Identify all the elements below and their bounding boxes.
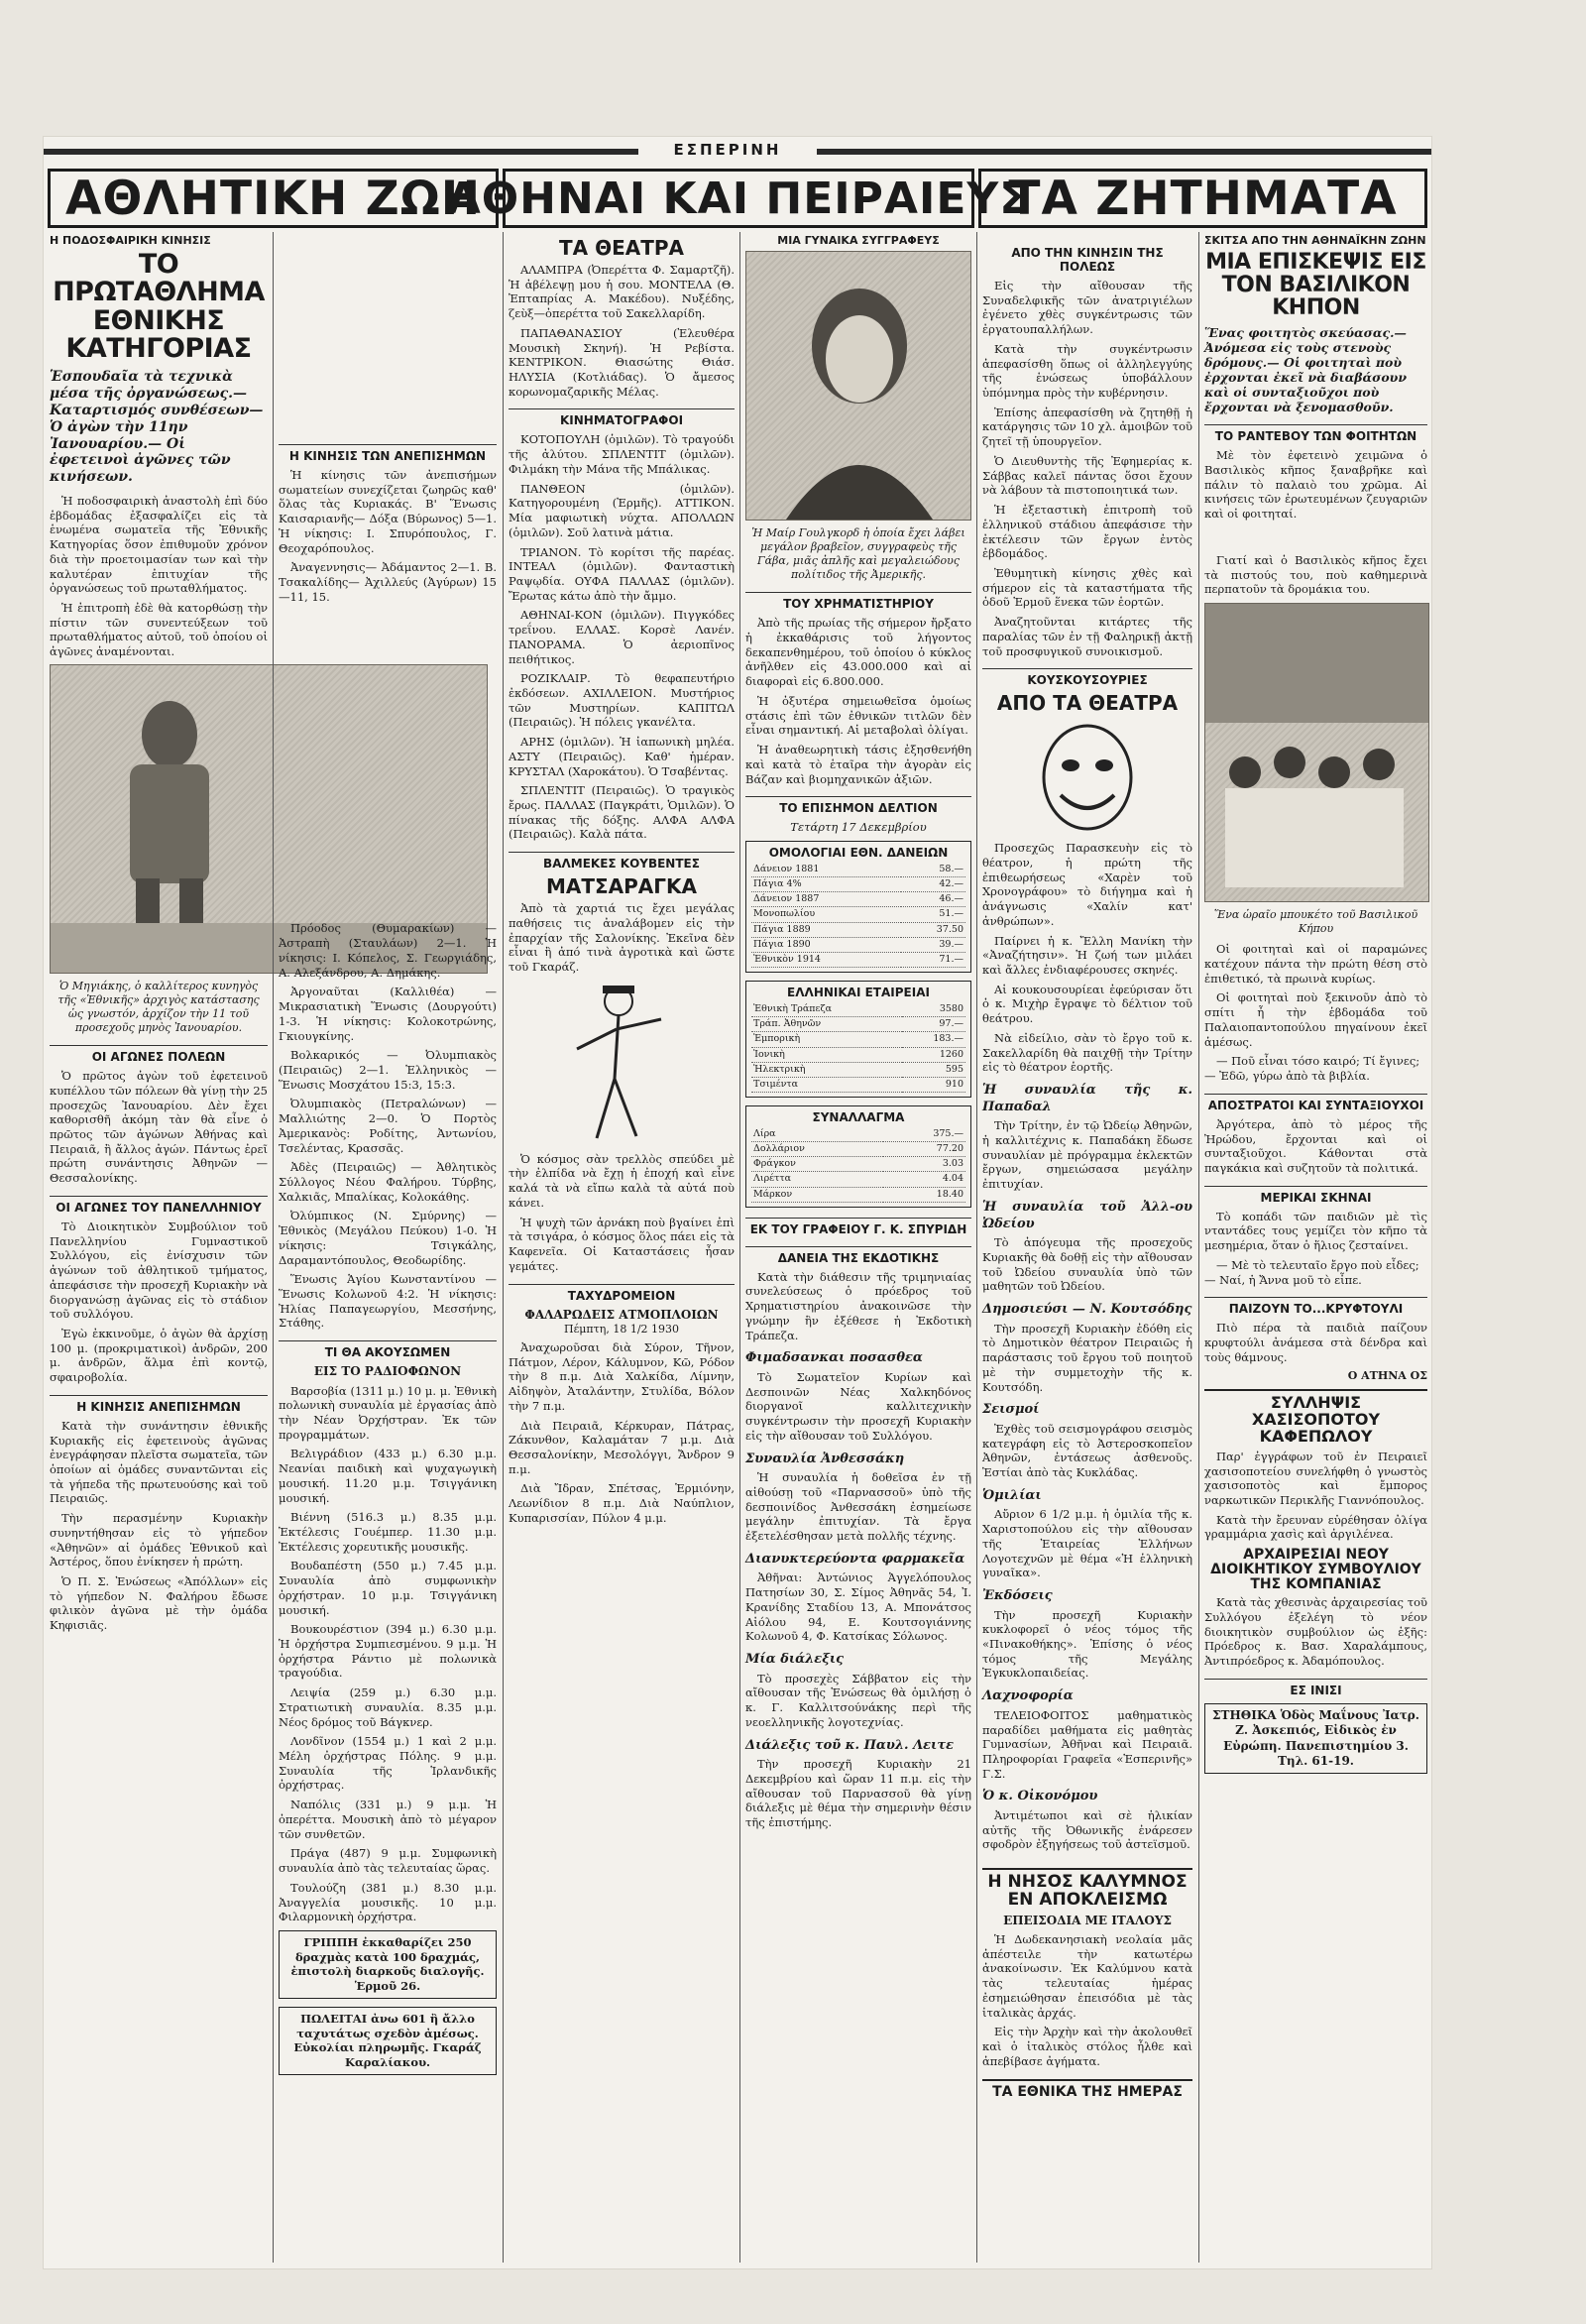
stock-name: Τράπ. Ἀθηνῶν bbox=[751, 1017, 902, 1032]
stock-value: 37.50 bbox=[901, 922, 965, 937]
col6-sec3-text: Τὸ κοπάδι τῶν παιδιῶν μὲ τὶς νταντάδες τους γεμίζει τὸν κῆπο τὰ μεσημέρια, ὅταν ὁ ἥλιος ζεσταίνει. bbox=[1204, 1209, 1427, 1253]
col2-sec2-text2: Βελιγράδιον (433 μ.) 6.30 μ.μ. Νεανίαι παιδικὴ καὶ ψυχαγωγικὴ μουσική. 11.20 μ.μ. Τσιγγάνικη μουσική. bbox=[279, 1447, 497, 1505]
col1-subhead: Ἑσπουδαῖα τὰ τεχνικὰ μέσα τῆς ὀργανώσεως.— Καταρτισμός συνθέσεων— Ὁ ἀγὼν τὴν 11ην Ἰανουαρίου.— Οἱ ἐφετεινοὶ ἀγῶνες τῶν κινήσεων. bbox=[50, 369, 264, 486]
col4-photo-caption: Ἡ Μαίρ Γουλγκορδ ἡ ὁποία ἔχει λάβει μεγάλον βραβεῖον, συγγραφεὺς τῆς Γάβα, μιᾶς ἀπλῆς καὶ μεγαλειώδους πολίτιδος τῆς Ἀμερικῆς. bbox=[751, 526, 965, 582]
col3-sec1-text: ΑΛΑΜΠΡΑ (Ὀπερέττα Φ. Σαμαρτζῆ). Ἡ ἀβέλεψῃ μου ἡ σου. ΜΟΝΤΕΛΑ (Θ. Ἐπταπρίας Α. Μακέδου). Νυξέδης, ζεὺξ—ὀπερέττα τοῦ Σακελλαρίδη. bbox=[509, 263, 735, 321]
col2-sec1-text6: Ὀλυμπιακὸς (Πετραλώνων) — Μαλλιώτης 2—0. Ὁ Πορτὸς Ἀμερικανὸς: Ροδίτης, Ἀντωνίου, Τσελέντας, Κρασσᾶς. bbox=[279, 1097, 497, 1155]
col6-sec5-sub: ΕΠΕΙΣΟΔΙΑ ΜΕ ΙΤΑΛΟΥΣ bbox=[1003, 1913, 1172, 1927]
col3-sec2-text5: ΡΟΖΙΚΛΑΙΡ. Τὸ θεφαπευτήριο ἐκδόσεων. ΑΧΙΛΛΕΙΟΝ. Μυστήριος τῶν Μυστηρίων. ΚΑΠΙΤΩΛ (Πειραιῶς). Ἡ πόλεις γκανέλτα. bbox=[509, 671, 735, 730]
col5-sec1-text5: Ἡ ἐξεταστικὴ ἐπιτροπὴ τοῦ ἑλληνικοῦ στάδιου ἀπεφάσισε τὴν ἐκτέλεσιν τῶν ἔργων ἐντὸς ἐβδομάδος. bbox=[982, 503, 1192, 561]
stock-value: 183.— bbox=[902, 1032, 965, 1047]
col5-sec2-text: Προσεχῶς Παρασκευὴν εἰς τὸ θέατρον, ἡ πρώτη τῆς ἐπιθεωρήσεως «Χαρὲν τοῦ Χρονογράφου» τὸ διήγημα καὶ ἡ ἀνάγνωσις «Χαλίν κατ' ἀνθρώπων». bbox=[982, 841, 1192, 928]
col3-sec2-text2: ΠΑΝΘΕΟΝ (ὁμιλῶν). Κατηγορουμένη (Ἑρμῆς). ΑΤΤΙΚΟΝ. Μία μαφιωτικὴ νύχτα. ΑΠΟΛΛΩΝ (ὁμιλῶν). Σοῦ λατινὰ μάτια. bbox=[509, 481, 735, 539]
col1-sec2-title: ΟΙ ΑΓΩΝΕΣ ΤΟΥ ΠΑΝΕΛΛΗΝΙΟΥ bbox=[50, 1196, 268, 1215]
col4-sec4-text: Κατὰ τὴν διάθεσιν τῆς τριμηνιαίας συνελεύσεως ὁ πρόεδρος τοῦ Χρηματιστηρίου ἀνακοινῶσε τὴν γνώμην ἣν ἐξέθεσε ἡ Ἐκδοτικὴ Τράπεζα. bbox=[745, 1269, 971, 1342]
stock-row bbox=[751, 863, 965, 877]
col2-ad2 bbox=[279, 2007, 497, 2075]
col4-sec6-title: Συναυλία Ἀνθεσσάκη bbox=[745, 1451, 905, 1466]
col1-sec3-text3: Ὁ Π. Σ. Ἐνώσεως «Ἀπόλλων» εἰς τὸ γήπεδον Ν. Φαλήρου ἔδωσε φιλικὸν ἀγῶνα μὲ τὴν ὁμάδα Κηφισιᾶς. bbox=[50, 1574, 268, 1633]
col6-headline: ΜΙΑ ΕΠΙΣΚΕΨΙΣ ΕΙΣ ΤΟΝ ΒΑΣΙΛΙΚΟΝ ΚΗΠΟΝ bbox=[1205, 250, 1426, 321]
stock-table-companies-rows bbox=[751, 1002, 965, 1093]
theatre-mask-cartoon-icon bbox=[1033, 718, 1142, 837]
col3-sec2-title: ΚΙΝΗΜΑΤΟΓΡΑΦΟΙ bbox=[509, 408, 735, 427]
col3-sec4-title: ΤΑΧΥΔΡΟΜΕΙΟΝ bbox=[509, 1284, 735, 1303]
stock-table-companies bbox=[745, 981, 971, 1098]
col1-sec2-text: Τὸ Διοικητικὸν Συμβούλιον τοῦ Πανελληνίου Γυμναστικοῦ Συλλόγου, εἰς ἐνίσχυσιν τῶν ἀγώνων τοῦ ἀθλητικοῦ τμήματος, ἀπεφάσισε τὴν προσεχῆ Κυριακὴν νὰ διοργανώσῃ ἀγῶνας εἰς τὸ στάδιον τοῦ συλλόγου. bbox=[50, 1219, 268, 1322]
col4-sec9-text: Τὴν προσεχῆ Κυριακὴν 21 Δεκεμβρίου καὶ ὥραν 11 π.μ. εἰς τὴν αἴθουσαν τοῦ Παρνασσοῦ θὰ γίνῃ διάλεξις μὲ θέμα τὴν σημερινὴν θέσιν τῆς ἐπιστήμης. bbox=[745, 1757, 971, 1829]
col2-sec2-text5: Βουκουρέστιον (394 μ.) 6.30 μ.μ. Ἡ ὀρχήστρα Συμπιεσμένου. 9 μ.μ. Ἡ ὀρχήστρα Ράντιο μὲ πολωνικὰ τραγούδια. bbox=[279, 1622, 497, 1681]
col5-sec5-text: Τὴν προσεχῆ Κυριακὴν ἐδόθη εἰς τὸ Δημοτικὸν θέατρον Πειραιῶς ἡ παράστασις τοῦ ἔργου τοῦ ποιητοῦ μὲ τὴν συμμετοχὴν τῆς κ. Κουτσόδη. bbox=[982, 1321, 1192, 1394]
stock-table-exchange-rows bbox=[751, 1127, 965, 1203]
stock-value: 97.— bbox=[902, 1017, 965, 1032]
col3-sec2-text4: ΑΘΗΝΑΙ-ΚΟΝ (ὁμιλῶν). Πιγγκόδες τρεΐνου. ΕΛΛΑΣ. Κορσὲ Λανέν. ΠΑΝΟΡΑΜΑ. Ὁ ἀεριοπῖνος πειθήτικος. bbox=[509, 608, 735, 666]
col2-sec2-text4: Βουδαπέστη (550 μ.) 7.45 μ.μ. Συναυλία ἀπὸ συμφωνικὴν ὀρχήστραν. 10 μ.μ. Τσιγγάνικη μουσική. bbox=[279, 1559, 497, 1617]
col6-subhead: Ἕνας φοιτητὸς σκεύασας.— Ἀνόμεσα εἰς τοὺς στενοὺς δρόμους.— Οἱ φοιτηταὶ ποὺ ἐρχονται ἐκεῖ νὰ διαβάσουν καὶ οἱ συνταξιοῦχοι ποὺ ἔρχονται νὰ ξενομασθοῦν. bbox=[1204, 325, 1408, 415]
stock-name: Ἡλεκτρικὴ bbox=[751, 1062, 902, 1077]
col2-sec2-text8: Ναπόλις (331 μ.) 9 μ.μ. Ἡ ὀπερέττα. Μουσικὴ ἀπὸ τὸ μέγαρον τῶν συνθετῶν. bbox=[279, 1798, 497, 1841]
col2-sec1-text4: Ἀργοναῦται (Καλλιθέα) — Μικρασιατικὴ Ἕνωσις (Δουργούτι) 1-3. Ἡ νίκησις: Κολοκοτρώνης, Γκιουγκίνης. bbox=[279, 985, 497, 1043]
column-rule bbox=[503, 232, 504, 2263]
stock-name: Ἰονικὴ bbox=[751, 1047, 902, 1062]
col5-sec2-title: ΚΟΥΣΚΟΥΣΟΥΡΙΕΣ bbox=[982, 668, 1192, 687]
col5-sec7-title: Ὁμιλίαι bbox=[982, 1487, 1042, 1503]
col6-sec1-text5: — Ποῦ εἶναι τόσο καιρό; Τί ἔγινες; — Ἐδῶ, γύρω ἀπὸ τὰ βιβλία. bbox=[1204, 1054, 1420, 1084]
col3-sec4-date: Πέμπτη, 18 1/2 1930 bbox=[563, 1322, 680, 1336]
col3-sec1-title: ΤΑ ΘΕΑΤΡΑ bbox=[558, 236, 684, 260]
col6-sec7-title: ΑΡΧΑΙΡΕΣΙΑΙ ΝΕΟΥ ΔΙΟΙΚΗΤΙΚΟΥ ΣΥΜΒΟΥΛΙΟΥ ΤΗΣ ΚΟΜΠΑΝΙΑΣ bbox=[1210, 1547, 1421, 1592]
stock-name: Λιρέττα bbox=[751, 1172, 883, 1187]
col2-ad2-text: ΠΩΛΕΙΤΑΙ ἀνω 601 ἢ ἄλλο ταχυτάτως σχεδὸν ἀμέσως. Εὐκολίαι πληρωμῆς. Γκαράζ Καραλίακου. bbox=[293, 2011, 482, 2069]
col5-sec1-text2: Κατὰ τὴν συγκέντρωσιν ἀπεφασίσθη ὅπως οἱ ἀλληλεγγύης τῆς ἑνώσεως ὑποβάλλουν ὑπόμνημα πρὸς τὴν κυβέρνησιν. bbox=[982, 341, 1192, 401]
stock-name: Πάγια 1889 bbox=[751, 922, 901, 937]
col4-kicker: ΜΙΑ ΓΥΝΑΙΚΑ ΣΥΓΓΡΑΦΕΥΣ bbox=[777, 234, 940, 247]
column-6 bbox=[1204, 553, 1427, 2263]
stock-value: 3.03 bbox=[883, 1157, 965, 1172]
col4-sec3-title: ΕΚ ΤΟΥ ΓΡΑΦΕΙΟΥ Γ. Κ. ΣΠΥΡΙΔΗ bbox=[745, 1218, 971, 1236]
children-group-photo-icon bbox=[1205, 604, 1428, 901]
col6-sec6-text2: Κατὰ τὴν ἔρευναν εὑρέθησαν ὀλίγα γραμμάρια χασὶς καὶ ἀργιλένεα. bbox=[1204, 1512, 1427, 1542]
stock-row bbox=[751, 1032, 965, 1047]
col4-sec1-text3: Ἡ ἀναθεωρητικὴ τάσις ἐξησθενήθη καὶ κατὰ τὸ ἑταῖρα τὴν ἀγορὰν εἰς Βάζαν καὶ βιομηχανικῶν ἀξιῶν. bbox=[745, 743, 971, 786]
col6-sec1-text2: Γιατί καὶ ὁ Βασιλικὸς κῆπος ἔχει τὰ πιστούς του, ποὺ καθημερινὰ περπατοῦν τὰ δρομάκια του. bbox=[1204, 553, 1427, 597]
banner-sports: ΑΘΛΗΤΙΚΗ ΖΩΗ bbox=[48, 169, 499, 228]
newspaper-page bbox=[44, 137, 1431, 2268]
stock-value: 595 bbox=[902, 1062, 965, 1077]
stock-table-companies-title: ΕΛΛΗΝΙΚΑΙ ΕΤΑΙΡΕΙΑΙ bbox=[787, 986, 930, 1000]
col5-sec9-title: Λαχνοφορία bbox=[982, 1688, 1074, 1704]
column-rule bbox=[1198, 232, 1199, 2263]
col5-sec3-text: Τὴν Τρίτην, ἐν τῷ Ὠδείῳ Ἀθηνῶν, ἡ καλλιτέχνις κ. Παπαδάκη ἔδωσε συναυλίαν μὲ πρόγραμμα ἐκλεκτῶν ἔργων, σημειώσασα μεγάλην ἐπιτυχίαν. bbox=[982, 1118, 1192, 1192]
stock-row bbox=[751, 1187, 965, 1202]
col6-sec3-text2: — Μὲ τὸ τελευταῖο ἔργο ποὺ εἶδες; — Ναί, ἡ Ἄννα μοῦ τὸ εἶπε. bbox=[1204, 1257, 1419, 1287]
col4-sec4-title: ΔΑΝΕΙΑ ΤΗΣ ΕΚΔΟΤΙΚΗΣ bbox=[745, 1246, 971, 1265]
col2-sec2-text9: Πράγα (487) 9 μ.μ. Συμφωνικὴ συναυλία ἀπὸ τὰς τελευταίας ὥρας. bbox=[279, 1846, 497, 1876]
col4-sec5-text: Τὸ Σωματεῖον Κυρίων καὶ Δεσποινῶν Νέας Χαλκηδόνος διοργανοῖ καλλιτεχνικὴν συγκέντρωσιν τὴν προσεχῆ Κυριακὴν εἰς τὴν αἴθουσαν τοῦ Συλλόγου. bbox=[745, 1369, 971, 1443]
col6-sec2-title: ΑΠΟΣΤΡΑΤΟΙ ΚΑΙ ΣΥΝΤΑΞΙΟΥΧΟΙ bbox=[1204, 1094, 1427, 1112]
col5-sec7-text: Αὔριον 6 1/2 μ.μ. ἡ ὁμιλία τῆς κ. Χαριστοπούλου εἰς τὴν αἴθουσαν τῆς Ἐταιρείας Ἑλλήνων Λογοτεχνῶν μὲ θέμα «Ἡ ἑλληνικὴ γυναῖκα». bbox=[982, 1507, 1192, 1580]
island-story-block bbox=[982, 1862, 1192, 2263]
col1-lead2: Ἡ ἐπιτροπὴ ἐδὲ θὰ κατορθώσῃ τὴν πίστιν τῶν συνεντεύξεων τοῦ πρωταθλήματος αὐτοῦ, τοῦ ὁποίου οἱ ἀγῶνες ἀναμένονται. bbox=[50, 600, 268, 659]
col6-sec7-text: Κατὰ τὰς χθεσινὰς ἀρχαιρεσίας τοῦ Συλλόγου ἐξελέγη τὸ νέον διοικητικὸν συμβούλιον ὡς ἑξῆς: Πρόεδρος κ. Βασ. Χαραλάμπους, Ἀντιπρόεδρος κ. Ἀδαμόπουλος. bbox=[1204, 1595, 1427, 1669]
stock-table-bonds bbox=[745, 841, 971, 973]
column-rule bbox=[273, 232, 274, 2263]
col4-sec8-title: Μία διάλεξις bbox=[745, 1652, 845, 1667]
banner-city: ΑΘΗΝΑΙ ΚΑΙ ΠΕΙΡΑΙΕΥΣ bbox=[503, 169, 974, 228]
col6-sec9-title: ΕΣ ΙΝΙΣΙ bbox=[1204, 1679, 1427, 1697]
col6-sec5-text: Ἡ Δωδεκανησιακὴ νεολαία μᾶς ἀπέστειλε τὴν κατωτέρω ἀνακοίνωσιν. Ἐκ Καλύμνου κατὰ τὰς τελευταίας ἡμέρας ἐσημειώθησαν ἐπεισόδια μὲ τὰς ἰταλικὰς ἀρχάς. bbox=[982, 1932, 1192, 2020]
col6-signature: Ο ΑΤΗΝΑ ΟΣ bbox=[1347, 1369, 1427, 1383]
col5-sec1-title: ΑΠΟ ΤΗΝ ΚΙΝΗΣΙΝ ΤΗΣ ΠΟΛΕΩΣ bbox=[1011, 246, 1164, 274]
col5-sec2-text3: Αἱ κουκουσουρίεαι ἐφεύρισαν ὅτι ὁ κ. Μιχὴρ ἔγραψε τὸ δέλτιον τοῦ θεάτρου. bbox=[982, 982, 1192, 1026]
col6-ad bbox=[1204, 1703, 1427, 1774]
stock-name: Δάνειον 1881 bbox=[751, 863, 901, 877]
col6-sec1-text3: Οἱ φοιτηταὶ καὶ οἱ παραμώνες κατέχουν πάντα τὴν πρώτη θέση στὸ ἐπιθετικό, τὰ πρωινὰ κυρίως. bbox=[1204, 942, 1427, 986]
col1-headline: ΤΟ ΠΡΩΤΑΘΛΗΜΑ ΕΘΝΙΚΗΣ ΚΑΤΗΓΟΡΙΑΣ bbox=[53, 249, 265, 365]
col5-sec2-headline: ΑΠΟ ΤΑ ΘΕΑΤΡΑ bbox=[996, 691, 1179, 716]
column-4 bbox=[745, 232, 971, 2263]
col6-sec3-title: ΜΕΡΙΚΑΙ ΣΚΗΝΑΙ bbox=[1204, 1186, 1427, 1205]
col3-sec4-head: ΦΑΛΑΡΩΔΕΙΣ ΑΤΜΟΠΛΟΙΩΝ bbox=[524, 1307, 719, 1322]
stock-row bbox=[751, 1062, 965, 1077]
col4-sec5-title: Φιμαδσανκαι ποσασθεα bbox=[745, 1350, 923, 1366]
col5-sec8-title: Ἐκδόσεις bbox=[982, 1587, 1053, 1603]
col5-sec6-text: Ἐχθὲς τοῦ σεισμογράφου σεισμὸς κατεγράφη εἰς τὸ Ἀστεροσκοπεῖον Ἀθηνῶν, ἐντάσεως ἀσθενοῦς. Ἐστίαι ἀπὸ τὰς Κυκλάδας. bbox=[982, 1421, 1192, 1479]
masthead-name: ΕΣΠΕΡΙΝΗ bbox=[673, 141, 782, 159]
col5-sec9-text: ΤΕΛΕΙΟΦΟΙΤΟΣ μαθηματικὸς παραδίδει μαθήματα εἰς μαθητὰς Γυμνασίων, Ἀθῆναι καὶ Πειραιᾶ. Πληροφορίαι Γραφεῖα «Ἑσπερινῆς» Γ.Σ. bbox=[982, 1707, 1192, 1781]
column-1 bbox=[50, 232, 268, 2263]
col2-sec1-text2: Ἀναγεννησις— Ἀδάμαντος 2—1. Β. Τσακαλίδης— Ἀχιλλεύς (Ἀγύρων) 15—11, 15. bbox=[279, 560, 497, 604]
col1-sec1-text: Ὁ πρῶτος ἀγὼν τοῦ ἐφετεινοῦ κυπέλλου τῶν πόλεων θὰ γίνῃ τὴν 25 προσεχῶς Ἰανουαρίου. Δὲν ἔχει καθορισθῆ ἀκόμη τὰν θὰ εἶνε ὁ πρῶτος τῶν ἀγώνων Ἀθήνας καὶ Πειραιᾶ, ἢ ἄλλος ἀγών. Πάντως ἐρεῖ πρώτη συνάντησις Ἀθηνῶν — Θεσσαλονίκης. bbox=[50, 1069, 268, 1186]
stock-row bbox=[751, 1047, 965, 1062]
col4-sec1-text: Ἀπὸ τῆς πρωίας τῆς σήμερον ἤρξατο ἡ ἐκκαθάρισις τοῦ λήγοντος δεκαπενθημέρου, τοῦ ὁποίου ὁ κύκλος ἀνῆλθεν εἰς 43.000.000 καὶ αἱ διαφοραὶ εἰς 6.800.000. bbox=[745, 616, 971, 689]
col2-ad1 bbox=[279, 1930, 497, 1999]
col2-sec1-title: Η ΚΙΝΗΣΙΣ ΤΩΝ ΑΝΕΠΙΣΗΜΩΝ bbox=[279, 444, 497, 463]
stock-value: 375.— bbox=[883, 1127, 965, 1142]
stock-row bbox=[751, 1002, 965, 1017]
stock-name: Ἐθνικὸν 1914 bbox=[751, 952, 901, 967]
col3-sec4-text3: Διὰ Ἴδραν, Σπέτσας, Ἑρμιόνην, Λεωνίδιον 8 π.μ. Διὰ Ναύπλιον, Κυπαρισσίαν, Πύλον 4 μ.μ. bbox=[509, 1481, 735, 1525]
woman-writer-photo bbox=[745, 251, 971, 521]
col3-sec2-text7: ΣΠΛΕΝΤΙΤ (Πειραιῶς). Ὁ τραγικὸς ἔρως. ΠΑΛΛΑΣ (Παγκράτι, Ὁμιλῶν). Ὁ πίνακας τῆς δόξης. ΑΛΦΑ ΑΛΦΑ (Πειραιῶς). Καλὰ πάτα. bbox=[509, 783, 735, 842]
col2-sec2-text6: Λειψία (259 μ.) 6.30 μ.μ. Στρατιωτικὴ συναυλία. 8.35 μ.μ. Νέος δρόμος τοῦ Βάγκνερ. bbox=[279, 1685, 497, 1729]
col3-sec3-title: ΒΑΛΜΕΚΕΣ ΚΟΥΒΕΝΤΕΣ bbox=[509, 852, 735, 871]
stock-table-bonds-title: ΟΜΟΛΟΓΙΑΙ ΕΘΝ. ΔΑΝΕΙΩΝ bbox=[768, 845, 949, 860]
stock-name: Δάνειον 1887 bbox=[751, 892, 901, 907]
stock-value: 58.— bbox=[901, 863, 965, 877]
stock-name: Μάρκον bbox=[751, 1187, 883, 1202]
col1-kicker: Η ΠΟΔΟΣΦΑΙΡΙΚΗ ΚΙΝΗΣΙΣ bbox=[50, 234, 211, 247]
stock-name: Ἐθνικὴ Τράπεζα bbox=[751, 1002, 902, 1017]
stock-value: 4.04 bbox=[883, 1172, 965, 1187]
col6-sec2-text: Ἀργότερα, ἀπὸ τὸ μέρος τῆς Ἠρώδου, ἔρχονται καὶ οἱ συνταξιοῦχοι. Κάθονται στὰ παγκάκια καὶ συζητοῦν τὰ πολιτικά. bbox=[1204, 1116, 1427, 1175]
col4-sec7-text: Ἀθῆναι: Ἀντώνιος Ἀγγελόπουλος Πατησίων 30, Σ. Σίμος Ἀθηνᾶς 54, Ἰ. Κρανίδης Σταδίου 13, Α. Μπονάτσος Αἰόλου 94, Ε. Κουτσογιάννης Κολωνοῦ 4, Φ. Κατσίκας Σόλωνος. bbox=[745, 1570, 971, 1644]
col5-sec1-text4: Ὁ Διευθυντὴς τῆς Ἐφημερίας κ. Σάββας καλεῖ πάντας ὅσοι ἔχουν νὰ λάβουν τὰ πιστοποιητικά των. bbox=[982, 453, 1192, 498]
stock-table-bonds-rows bbox=[751, 863, 965, 968]
col4-sec2-date: Τετάρτη 17 Δεκεμβρίου bbox=[790, 820, 927, 835]
col5-sec1-text6: Ἐθυμητικὴ κίνησις χθὲς καὶ σήμερον εἰς τὰ καταστήματα τῆς ὁδοῦ Ἑρμοῦ ἕνεκα τῶν ἑορτῶν. bbox=[982, 565, 1192, 610]
col4-sec7-title: Διανυκτερεύοντα φαρμακεῖα bbox=[745, 1551, 965, 1567]
col2-ad1-text: ΓΡΙΠΠΗ ἐκκαθαρίζει 250 δραχμὰς κατὰ 100 δραχμάς, ἐπιστολὴ διαρκοῦς διαλογῆς. Ἑρμοῦ 26. bbox=[290, 1934, 485, 1994]
col1-sec2-text2: Ἐγὼ ἐκκινοῦμε, ὁ ἀγὼν θὰ ἀρχίσῃ 100 μ. (προκριματικοὶ) ἀνδρῶν, 200 μ. ἀνδρῶν, ἅλμα ἐπὶ κοντῷ, σφαιροβολία. bbox=[50, 1326, 268, 1385]
col4-sec8-text: Τὸ προσεχὲς Σάββατον εἰς τὴν αἴθουσαν τῆς Ἑνώσεως θὰ ὁμιλήσῃ ὁ κ. Γ. Καλλιτσούνάκης περὶ τῆς νεοελληνικῆς λογοτεχνίας. bbox=[745, 1671, 971, 1729]
column-rule bbox=[976, 232, 977, 2263]
col5-sec5-title: Δημοσιεύσι — Ν. Κουτσόδης bbox=[982, 1302, 1192, 1317]
stock-row bbox=[751, 1172, 965, 1187]
stock-row bbox=[751, 1017, 965, 1032]
col6-sec4-title: ΠΑΙΖΟΥΝ ΤΟ...ΚΡΥΦΤΟΥΛΙ bbox=[1204, 1297, 1427, 1316]
col6-kicker: ΣΚΙΤΣΑ ΑΠΟ ΤΗΝ ΑΘΗΝΑΪΚΗΝ ΖΩΗΝ bbox=[1204, 234, 1426, 247]
stock-value: 3580 bbox=[902, 1002, 965, 1017]
col6-photo-caption: Ἕνα ὡραῖο μπουκέτο τοῦ Βασιλικοῦ Κήπου bbox=[1213, 908, 1418, 936]
stock-value: 46.— bbox=[901, 892, 965, 907]
stock-row bbox=[751, 952, 965, 967]
portrait-icon bbox=[746, 252, 972, 520]
col2-sec1-text7: Ἀδὲς (Πειραιῶς) — Ἀθλητικὸς Σύλλογος Νέου Φαλήρου. Τύρβης, Χαλκιᾶς, Μπαλίκας, Κολοκάθης. bbox=[279, 1160, 497, 1204]
col2-sec2-text3: Βιέννη (516.3 μ.) 8.35 μ.μ. Ἐκτέλεσις Γουέμπερ. 11.30 μ.μ. Ἐκτέλεσις χορευτικῆς μουσικῆς. bbox=[279, 1510, 497, 1554]
stock-row bbox=[751, 892, 965, 907]
col6-sec4-text: Πιὸ πέρα τὰ παιδιὰ παίζουν κρυφτούλι ἀνάμεσα στὰ δένδρα καὶ τοὺς θάμνους. bbox=[1204, 1321, 1427, 1364]
col2-sec1-text5: Βολκαρικός — Ὀλυμπιακὸς (Πειραιῶς) 2—1. Ἑλληνικὸς — Ἕνωσις Μοσχάτου 15:3, 15:3. bbox=[279, 1048, 497, 1092]
col2-sec2-text: Βαρσοβία (1311 μ.) 10 μ. μ. Ἐθνικὴ πολωνικὴ συναυλία μὲ ἐργασίας ἀπὸ τὴν Νέαν Ὀρχήστραν. Ἐκ τῶν προγραμμάτων. bbox=[279, 1383, 497, 1442]
stock-value: 910 bbox=[902, 1077, 965, 1092]
col5-sec10-text: Ἀντιμέτωποι καὶ σὲ ἡλικίαν αὐτῆς τῆς Ὀθωνικῆς ἐνάρεσεν σφοδρὸν ἐξηγήσεως τοῦ ἀστεϊσμοῦ. bbox=[982, 1808, 1192, 1852]
stock-row bbox=[751, 1077, 965, 1092]
col3-sec3-text: Ἀπὸ τὰ χαρτιά τις ἔχει μεγάλας παθήσεις τις ἀναλάβομεν εἰς τὴν ἐπαρχίαν τῆς Σαλονίκης. Ἐκεῖνα δὲν εἶναι ἢ ἀπό τινὰ ἀγροτικὰ καὶ ὥστε τοῦ Γκαράζ. bbox=[509, 901, 735, 975]
col2-sec1-text: Ἡ κίνησις τῶν ἀνεπισήμων σωματείων συνεχίζεται ζωηρῶς καθ' ὅλας τὰς Κυριακάς. Β' Ἕνωσις Καισαριανῆς— Δόξα (Βύρωνος) 5—1. Ἡ νίκησις: Ι. Σπυρόπουλος, Γ. Θεοχαρόπουλος. bbox=[279, 468, 497, 555]
col2-sec1-text3: Πρόοδος (Θυμαρακίων) — Ἀστραπὴ (Σταυλάων) 2—1. Ἡ νίκησις: Ι. Κόπελος, Σ. Γεωργιάδης, Α. Αλεξάνδρου, Α. Δημάκης. bbox=[279, 921, 497, 980]
royal-garden-photo bbox=[1204, 603, 1429, 902]
col3-sec4-text2: Διὰ Πειραιᾶ, Κέρκυραν, Πάτρας, Ζάκυνθον, Καλαμάταν 7 μ.μ. Διὰ Θεσσαλονίκην, Μεσολόγγι, Ἄνδρον 9 π.μ. bbox=[509, 1418, 735, 1476]
stock-name: Δολλάριον bbox=[751, 1142, 883, 1157]
col5-sec2-text4: Νὰ εἰδείλιο, σὰν τὸ ἔργο τοῦ κ. Σακελλαρίδη θὰ παιχθῇ τὴν Τρίτην εἰς τὸ θέατρον ἑορτῆς. bbox=[982, 1030, 1192, 1075]
col2-sec2-title: ΤΙ ΘΑ ΑΚΟΥΣΩΜΕΝ bbox=[279, 1340, 497, 1359]
stock-row bbox=[751, 922, 965, 937]
col1-sec1-title: ΟΙ ΑΓΩΝΕΣ ΠΟΛΕΩΝ bbox=[50, 1045, 268, 1064]
col6-sec6-text: Παρ' ἐγγράφων τοῦ ἐν Πειραιεῖ χασισοποτείου συνελήφθη ὁ γνωστὸς χασισοποτὸς καὶ ἔμπορος ναρκωτικῶν Περικλῆς Γιαννόπουλος. bbox=[1204, 1449, 1427, 1508]
column-rule bbox=[739, 232, 740, 2263]
col1-photo-caption: Ὁ Μηγιάκης, ὁ καλλίτερος κυνηγὸς τῆς «Ἑθνικῆς» ἀρχιγὸς κατάστασης ὡς γνωστόν, ἀρχίζον τὴν 11 τοῦ προσεχοῦς μηνὸς Ἰανουαρίου. bbox=[57, 979, 260, 1035]
masthead-rule-left bbox=[44, 149, 638, 155]
col5-sec6-title: Σεισμοί bbox=[982, 1402, 1040, 1418]
col5-sec10-title: Ὁ κ. Οἰκονόμου bbox=[982, 1789, 1098, 1804]
masthead bbox=[44, 141, 1431, 161]
col5-sec1-text3: Ἐπίσης ἀπεφασίσθη νὰ ζητηθῇ ἡ κατάργησις τῶν 10 χλ. ἀμοιβῶν τοῦ ζητεῖ τῇ ὑπουργεῖον. bbox=[982, 405, 1192, 449]
stock-value: 77.20 bbox=[883, 1142, 965, 1157]
col6-sec5-title: Η ΝΗΣΟΣ ΚΑΛΥΜΝΟΣ ΕΝ ΑΠΟΚΛΕΙΣΜΩ bbox=[982, 1868, 1192, 1910]
col3-sec2-text3: ΤΡΙΑΝΟΝ. Τὸ κορίτσι τῆς παρέας. ΙΝΤΕΑΛ (ὁμιλῶν). Φανταστικὴ Ραψῳδία. ΟΥΦΑ ΠΑΛΛΑΣ (ὁμιλῶν). Ἔρωτας κάτω ἀπὸ τὴν ἄμμο. bbox=[509, 544, 735, 603]
col3-sec4-text: Ἀναχωροῦσαι διὰ Σύρον, Τῆνον, Πάτμον, Λέρον, Κάλυμνον, Κῶ, Ρόδον τὴν 8 π.μ. Διὰ Χαλκίδα, Λίμνην, Αἰδηψὸν, Ἀταλάντην, Στυλίδα, Βόλον τὴν 7 π.μ. bbox=[509, 1339, 735, 1413]
dancing-man-cartoon-icon bbox=[557, 980, 686, 1148]
col5-sec4-text: Τὸ ἀπόγευμα τῆς προσεχοῦς Κυριακῆς θὰ δοθῇ εἰς τὴν αἴθουσαν τοῦ Ὠδείου συναυλία ὑπὸ τῶν μαθητῶν τοῦ Ὠδείου. bbox=[982, 1235, 1192, 1294]
stock-row bbox=[751, 907, 965, 922]
issues-header-block bbox=[1204, 232, 1427, 549]
col4-sec2-title: ΤΟ ΕΠΙΣΗΜΟΝ ΔΕΛΤΙΟΝ bbox=[745, 796, 971, 815]
col6-sec6-title: ΣΥΛΛΗΨΙΣ ΧΑΣΙΣΟΠΟΤΟΥ ΚΑΦΕΠΩΛΟΥ bbox=[1204, 1389, 1427, 1445]
stock-table-exchange bbox=[745, 1105, 971, 1208]
col1-sec3-text: Κατὰ τὴν συνάντησιν ἐθνικῆς Κυριακῆς εἰς ἐφετεινοὺς ἀγῶνας ἐνεγράφησαν πλεῖστα σωματεῖα, τῶν ὁποίων αἱ ὁμάδες συναντῶνται εἰς τὰ γήπεδα τῆς πρωτευούσης καὶ τοῦ Πειραιῶς. bbox=[50, 1418, 268, 1506]
stock-value: 39.— bbox=[901, 937, 965, 952]
col2-sec2-text10: Τουλούζη (381 μ.) 8.30 μ.μ. Ἀναγγελία μουσικῆς. 10 μ.μ. Φιλαρμονικὴ ὀρχήστρα. bbox=[279, 1880, 497, 1924]
stock-name: Λίρα bbox=[751, 1127, 883, 1142]
col6-sec1-text: Μὲ τὸν ἐφετεινὸ χειμῶνα ὁ Βασιλικὸς κῆπος ξαναβρῆκε καὶ πάλιν τὸ παλαιὸ του χρῶμα. Αἱ κινήσεις τῶν ἐρωτευμένων ζευγαριῶν καὶ οἱ φοιτηταί. bbox=[1204, 448, 1427, 522]
col6-ad-text: ΣΤΗΘΙΚΑ Ὁδὸς Μαΐνους Ἰατρ. Ζ. Ἀσκεπιός, Εἰδικὸς ἐν Εὐρώπη. Πανεπιστημίου 3. Τηλ. 61-19. bbox=[1212, 1707, 1419, 1768]
col4-sec1-text2: Ἡ ὀξυτέρα σημειωθεῖσα ὁμοίως στάσις ἐπὶ τῶν ἐθνικῶν τιτλῶν δὲν εἶναι σημαντική. Αἱ μεταβολαὶ ὀλίγαι. bbox=[745, 693, 971, 738]
col1-sec3-title: Η ΚΙΝΗΣΙΣ ΑΝΕΠΙΣΗΜΩΝ bbox=[50, 1395, 268, 1414]
stock-value: 71.— bbox=[901, 952, 965, 967]
col5-sec1-text7: Ἀναζητοῦνται κιτάρτες τῆς παραλίας τῶν ἐν τῇ Φαληρικῇ ἀκτῇ τοῦ προσφυγικοῦ συνοικισμοῦ. bbox=[982, 615, 1192, 658]
masthead-rule-right bbox=[817, 149, 1431, 155]
col6-sec1-text4: Οἱ φοιτηταὶ ποὺ ξεκινοῦν ἀπὸ τὸ σπίτι ἦ τὴν ἑβδομάδα τοῦ Παλαιοπαντοπούλου πηγαίνουν ἐκεῖ ἁμέσως. bbox=[1204, 990, 1427, 1049]
stock-table-exchange-title: ΣΥΝΑΛΛΑΓΜΑ bbox=[812, 1109, 905, 1124]
col1-lead: Ἡ ποδοσφαιρικὴ ἀναστολὴ ἐπὶ δύο ἑβδομάδας ἐξασφαλίζει εἰς τὰ ἑνωμένα σωματεῖα τῆς Ἐθνικῆς Κατηγορίας ὅσον ἐπιθυμοῦν χρόνον διὰ τὴν προετοιμασίαν των καὶ τὴν καλυτέραν ἐπιτυχίαν τῆς ὀργανώσεως τοῦ πρωταθλήματος. bbox=[50, 493, 268, 596]
stock-value: 1260 bbox=[902, 1047, 965, 1062]
stock-row bbox=[751, 1142, 965, 1157]
stock-row bbox=[751, 937, 965, 952]
column-2 bbox=[279, 434, 497, 2263]
col4-sec9-title: Διάλεξις τοῦ κ. Παυλ. Λειτε bbox=[745, 1737, 954, 1753]
col3-sec3-text2: Ὁ κόσμος σὰν τρελλὸς σπεύδει μὲ τὴν ἐλπίδα νὰ ἔχῃ ἡ ἐποχή καὶ εἶνε καλά τὰ νὰ εἴπω καλὰ τὰ αὐτά ποὺ κάνει. bbox=[509, 1151, 735, 1210]
col6-sec1-title: ΤΟ ΡΑΝΤΕΒΟΥ ΤΩΝ ΦΟΙΤΗΤΩΝ bbox=[1204, 424, 1427, 443]
stock-name: Πάγια 1890 bbox=[751, 937, 901, 952]
stock-value: 51.— bbox=[901, 907, 965, 922]
col3-sec1-text2: ΠΑΠΑΘΑΝΑΣΙΟΥ (Ἐλευθέρα Μουσικὴ Σκηνή). Ἡ Ρεβίστα. ΚΕΝΤΡΙΚΟΝ. Θιασώτης Θιάσ. ΗΛΥΣΙΑ (Κοτλιάδας). Ὁ ἄμεσος κορωνομαζαρικῆς Μέλας. bbox=[509, 325, 735, 399]
col4-sec1-title: ΤΟΥ ΧΡΗΜΑΤΙΣΤΗΡΙΟΥ bbox=[745, 592, 971, 611]
stock-name: Τσιμέντα bbox=[751, 1077, 902, 1092]
stock-row bbox=[751, 1127, 965, 1142]
col3-sec2-text6: ΑΡΗΣ (ὁμιλῶν). Ἡ ἰαπωνικὴ μηλέα. ΑΣΤΥ (Πειραιῶς). Καθ' ἡμέραν. ΚΡΥΣΤΑΛ (Χαροκάτου). Ὁ Τσαβέντας. bbox=[509, 735, 735, 778]
col2-sec2-head: ΕΙΣ ΤΟ ΡΑΔΙΟΦΩΝΟΝ bbox=[313, 1364, 462, 1379]
stock-value: 18.40 bbox=[883, 1187, 965, 1202]
col1-sec3-text2: Τὴν περασμένην Κυριακὴν συνηντήθησαν εἰς τὸ γήπεδον «Ἀθηνῶν» αἱ ὁμάδες Ἐθνικοῦ καὶ Ἀστέρος, ὅπου ἐνίκησεν ἡ πρώτη. bbox=[50, 1511, 268, 1569]
stock-name: Φράγκον bbox=[751, 1157, 883, 1172]
stock-name: Μονοπωλίου bbox=[751, 907, 901, 922]
col3-sec3-headline: ΜΑΤΣΑΡΑΓΚΑ bbox=[545, 874, 698, 899]
col6-sec8-title: ΤΑ ΕΘΝΙΚΑ ΤΗΣ ΗΜΕΡΑΣ bbox=[982, 2079, 1192, 2100]
col4-sec6-text: Ἡ συναυλία ἡ δοθεῖσα ἐν τῇ αἰθούσῃ τοῦ «Παρνασσοῦ» ὑπὸ τῆς δεσποινίδος Ἀνθεσσάκη ἐσημείωσε μεγάλην ἐπιτυχίαν. Τὰ ἔργα ἐξετελέσθησαν μετὰ πολλῆς τέχνης. bbox=[745, 1470, 971, 1544]
col5-sec2-text2: Παίρνει ἡ κ. Ἔλλη Μανίκη τὴν «Ἀναζήτησιν». Ἡ ζωή των μιλάει καὶ ἄλλες ἐνδιαφέρουσες σκηνές. bbox=[982, 933, 1192, 977]
col3-sec2-text: ΚΟΤΟΠΟΥΛΗ (ὁμιλῶν). Τὸ τραγούδι τῆς ἀλύτου. ΣΠΛΕΝΤΙΤ (ὁμιλῶν). Φιλμάκη τὴν Μάνα τῆς Μπάλικας. bbox=[509, 432, 735, 476]
col5-sec3-title: Ἡ συναυλία τῆς κ. Παπαδαλ bbox=[982, 1083, 1192, 1114]
col6-sec5-text2: Εἰς τὴν Ἀρχὴν καὶ τὴν ἀκολουθεῖ καὶ ὁ ἰταλικὸς στόλος ἦλθε καὶ ἀπεβίβασε ἀγήματα. bbox=[982, 2025, 1192, 2068]
col2-sec1-text8: Ὀλύμπικος (Ν. Σμύρνης) — Ἐθνικὸς (Μεγάλου Πεύκου) 1-0. Ἡ νίκησις: Τσιγκάλης, Δαραμαντόπουλος, Θεοδωρίδης. bbox=[279, 1209, 497, 1267]
stock-name: Ἐμπορικὴ bbox=[751, 1032, 902, 1047]
col2-sec1-text9: Ἕνωσις Ἁγίου Κωνσταντίνου — Ἕνωσις Κολωνοῦ 4:2. Ἡ νίκησις: Ἠλίας Παπαγεωργίου, Μεσσήνης, Στάθης. bbox=[279, 1272, 497, 1331]
col5-sec4-title: Ἡ συναυλία τοῦ Ἀλλ-ου Ὠδείου bbox=[982, 1199, 1192, 1231]
banner-issues: ΤΑ ΖΗΤΗΜΑΤΑ bbox=[978, 169, 1427, 228]
stock-value: 42.— bbox=[901, 877, 965, 892]
col5-sec8-text: Τὴν προσεχῆ Κυριακὴν κυκλοφορεῖ ὁ νέος τόμος τῆς «Πινακοθήκης». Ἐπίσης ὁ νέος τόμος τῆς Μεγάλης Ἐγκυκλοπαιδείας. bbox=[982, 1607, 1192, 1681]
column-3 bbox=[509, 232, 735, 2263]
stock-row bbox=[751, 1157, 965, 1172]
col2-sec2-text7: Λονδῖνον (1554 μ.) 1 καὶ 2 μ.μ. Μέλη ὀρχήστρας Πόλης. 9 μ.μ. Συναυλία τῆς Ἱρλανδικῆς ὀρχήστρας. bbox=[279, 1734, 497, 1793]
stock-row bbox=[751, 877, 965, 892]
col5-sec1-text: Εἰς τὴν αἴθουσαν τῆς Συναδελφικῆς τῶν ἀνατριγιέλων ἐγένετο χθὲς συγκέντρωσις τῶν ἐργατουπαλλήλων. bbox=[982, 279, 1192, 337]
col3-sec3-text3: Ἡ ψυχὴ τῶν ἀρνάκη ποὺ βγαίνει ἐπὶ τὰ τσιγάρα, ὁ κόσμος ὅλος πάει εἰς τὰ Καφενεῖα. Οἱ Καταστάσεις ἦσαν γεμάτες. bbox=[509, 1215, 735, 1273]
stock-name: Πάγια 4% bbox=[751, 877, 901, 892]
